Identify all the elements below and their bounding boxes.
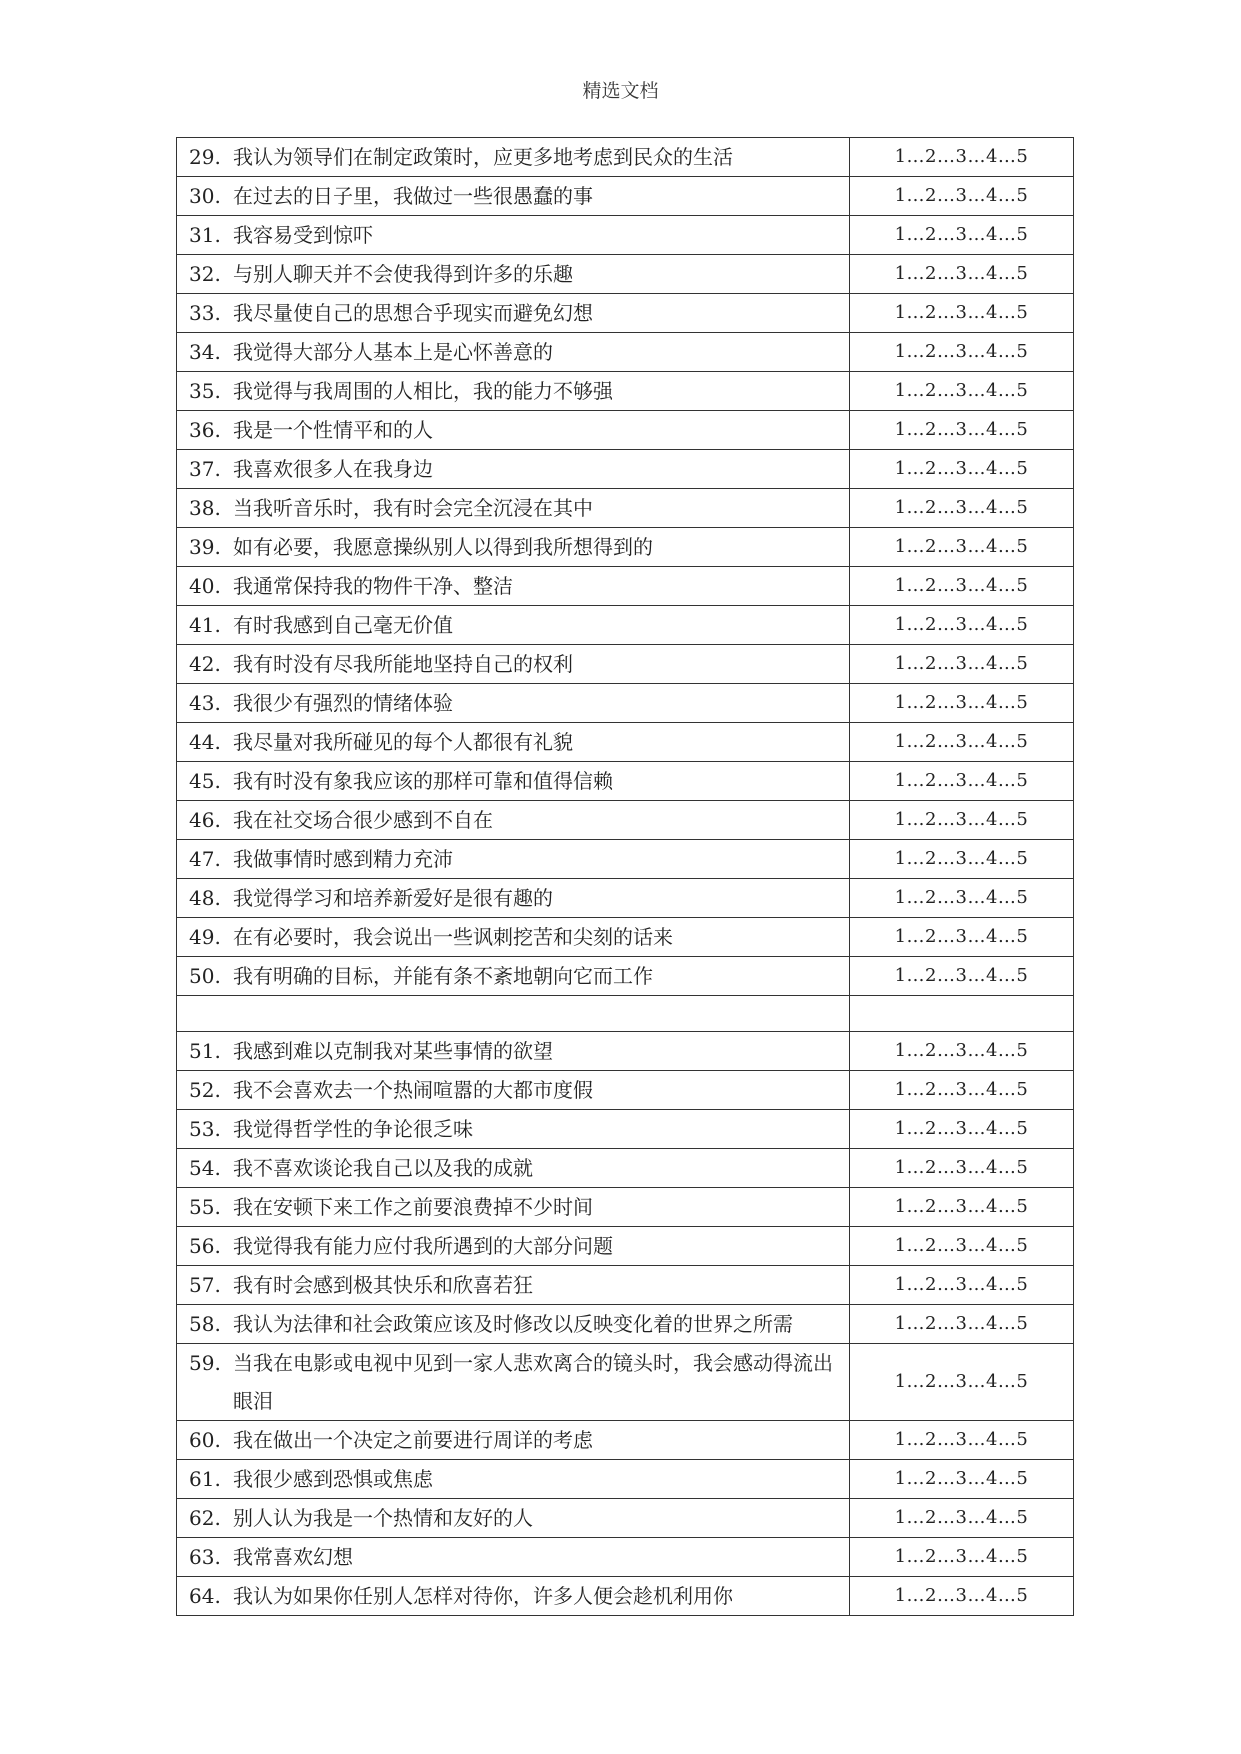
question-row xyxy=(177,294,1074,333)
question-cell xyxy=(177,411,850,450)
questionnaire-table xyxy=(176,137,1074,1616)
rating-scale-cell xyxy=(850,138,1074,177)
rating-scale-cell xyxy=(850,1149,1074,1188)
question-text: 我有时会感到极其快乐和欣喜若狂 xyxy=(233,1273,533,1297)
question-row xyxy=(177,411,1074,450)
question-text: 有时我感到自己毫无价值 xyxy=(233,613,453,637)
question-cell xyxy=(177,489,850,528)
rating-scale-cell xyxy=(850,333,1074,372)
question-number: 42. xyxy=(189,652,221,676)
rating-scale-cell xyxy=(850,1227,1074,1266)
question-content xyxy=(177,840,849,878)
question-cell xyxy=(177,138,850,177)
question-text: 我常喜欢幻想 xyxy=(233,1545,353,1569)
question-text: 我容易受到惊吓 xyxy=(233,223,373,247)
question-content xyxy=(177,801,849,839)
question-content xyxy=(177,216,849,254)
question-number: 62. xyxy=(189,1506,221,1530)
question-row xyxy=(177,177,1074,216)
question-content xyxy=(177,1538,849,1576)
rating-scale[interactable]: 1…2…3…4…5 xyxy=(894,1371,1029,1392)
question-text: 我不会喜欢去一个热闹喧嚣的大都市度假 xyxy=(233,1078,593,1102)
question-text: 我认为法律和社会政策应该及时修改以反映变化着的世界之所需 xyxy=(233,1312,793,1336)
question-cell xyxy=(177,528,850,567)
question-row xyxy=(177,1188,1074,1227)
question-row xyxy=(177,333,1074,372)
question-number: 33. xyxy=(189,301,221,325)
question-number: 55. xyxy=(189,1195,221,1219)
question-content xyxy=(177,333,849,371)
rating-scale-cell xyxy=(850,216,1074,255)
question-cell xyxy=(177,606,850,645)
rating-scale-cell xyxy=(850,1071,1074,1110)
question-text: 我觉得大部分人基本上是心怀善意的 xyxy=(233,340,553,364)
question-text: 我做事情时感到精力充沛 xyxy=(233,847,453,871)
rating-scale[interactable]: 1…2…3…4…5 xyxy=(894,848,1029,869)
question-text: 别人认为我是一个热情和友好的人 xyxy=(233,1506,533,1530)
question-text: 我觉得与我周围的人相比，我的能力不够强 xyxy=(233,379,613,403)
question-text: 在过去的日子里，我做过一些很愚蠢的事 xyxy=(233,184,593,208)
question-row xyxy=(177,372,1074,411)
rating-scale-cell xyxy=(850,762,1074,801)
question-number: 58. xyxy=(189,1312,221,1336)
question-cell xyxy=(177,723,850,762)
question-cell xyxy=(177,255,850,294)
rating-scale-cell xyxy=(850,1460,1074,1499)
question-row xyxy=(177,1266,1074,1305)
rating-scale[interactable]: 1…2…3…4…5 xyxy=(894,1585,1029,1606)
question-number: 40. xyxy=(189,574,221,598)
rating-scale[interactable]: 1…2…3…4…5 xyxy=(894,731,1029,752)
question-cell xyxy=(177,1421,850,1460)
question-text: 我尽量使自己的思想合乎现实而避免幻想 xyxy=(233,301,593,325)
question-content xyxy=(177,411,849,449)
rating-scale[interactable]: 1…2…3…4…5 xyxy=(894,1507,1029,1528)
question-number: 39. xyxy=(189,535,221,559)
question-content xyxy=(177,762,849,800)
rating-scale-cell xyxy=(850,528,1074,567)
question-number: 38. xyxy=(189,496,221,520)
question-text: 我有时没有尽我所能地坚持自己的权利 xyxy=(233,652,573,676)
question-number: 53. xyxy=(189,1117,221,1141)
question-content xyxy=(177,879,849,917)
question-text: 我觉得哲学性的争论很乏味 xyxy=(233,1117,473,1141)
rating-scale[interactable]: 1…2…3…4…5 xyxy=(894,497,1029,518)
rating-scale[interactable]: 1…2…3…4…5 xyxy=(894,1274,1029,1295)
question-content xyxy=(177,138,849,176)
question-cell xyxy=(177,1227,850,1266)
question-row xyxy=(177,918,1074,957)
question-row xyxy=(177,1538,1074,1577)
rating-scale[interactable]: 1…2…3…4…5 xyxy=(894,1157,1029,1178)
rating-scale[interactable]: 1…2…3…4…5 xyxy=(894,1313,1029,1334)
question-row xyxy=(177,1149,1074,1188)
rating-scale-cell xyxy=(850,684,1074,723)
question-row xyxy=(177,216,1074,255)
question-number: 43. xyxy=(189,691,221,715)
question-cell xyxy=(177,294,850,333)
question-text: 我是一个性情平和的人 xyxy=(233,418,433,442)
rating-scale[interactable]: 1…2…3…4…5 xyxy=(894,614,1029,635)
question-text: 我很少感到恐惧或焦虑 xyxy=(233,1467,433,1491)
question-content xyxy=(177,294,849,332)
question-content xyxy=(177,528,849,566)
rating-scale-cell xyxy=(850,1538,1074,1577)
question-row xyxy=(177,957,1074,996)
rating-scale-cell xyxy=(850,918,1074,957)
question-row xyxy=(177,1344,1074,1421)
question-text: 我觉得学习和培养新爱好是很有趣的 xyxy=(233,886,553,910)
question-number: 46. xyxy=(189,808,221,832)
question-content xyxy=(177,1577,849,1615)
question-content xyxy=(177,684,849,722)
rating-scale[interactable]: 1…2…3…4…5 xyxy=(894,263,1029,284)
question-row xyxy=(177,528,1074,567)
question-row xyxy=(177,1577,1074,1616)
question-cell xyxy=(177,1188,850,1227)
question-number: 41. xyxy=(189,613,221,637)
question-number: 61. xyxy=(189,1467,221,1491)
question-row xyxy=(177,762,1074,801)
rating-scale-cell xyxy=(850,1499,1074,1538)
question-row xyxy=(177,1305,1074,1344)
rating-scale[interactable]: 1…2…3…4…5 xyxy=(894,809,1029,830)
question-cell xyxy=(177,645,850,684)
rating-scale[interactable]: 1…2…3…4…5 xyxy=(894,1118,1029,1139)
questionnaire-rows xyxy=(177,138,1074,1616)
question-row xyxy=(177,1032,1074,1071)
rating-scale-cell xyxy=(850,1577,1074,1616)
question-number: 30. xyxy=(189,184,221,208)
question-text: 我很少有强烈的情绪体验 xyxy=(233,691,453,715)
question-number: 60. xyxy=(189,1428,221,1452)
question-text: 我通常保持我的物件干净、整洁 xyxy=(233,574,513,598)
question-text: 我不喜欢谈论我自己以及我的成就 xyxy=(233,1156,533,1180)
question-number: 31. xyxy=(189,223,221,247)
question-cell xyxy=(177,684,850,723)
question-text: 我在安顿下来工作之前要浪费掉不少时间 xyxy=(233,1195,593,1219)
question-number: 54. xyxy=(189,1156,221,1180)
question-cell xyxy=(177,333,850,372)
question-row xyxy=(177,1421,1074,1460)
question-text: 我认为如果你任别人怎样对待你，许多人便会趁机利用你 xyxy=(233,1584,733,1608)
question-cell xyxy=(177,450,850,489)
question-content xyxy=(177,1460,849,1498)
question-content xyxy=(177,1421,849,1459)
question-content xyxy=(177,1305,849,1343)
question-cell xyxy=(177,567,850,606)
rating-scale[interactable]: 1…2…3…4…5 xyxy=(894,692,1029,713)
rating-scale[interactable]: 1…2…3…4…5 xyxy=(894,1235,1029,1256)
question-cell xyxy=(177,996,850,1032)
question-content xyxy=(177,177,849,215)
question-text: 我喜欢很多人在我身边 xyxy=(233,457,433,481)
rating-scale-cell xyxy=(850,489,1074,528)
rating-scale[interactable]: 1…2…3…4…5 xyxy=(894,380,1029,401)
question-number: 34. xyxy=(189,340,221,364)
question-row xyxy=(177,1110,1074,1149)
question-cell xyxy=(177,1538,850,1577)
question-content xyxy=(177,606,849,644)
rating-scale-cell xyxy=(850,1421,1074,1460)
rating-scale-cell xyxy=(850,567,1074,606)
question-content xyxy=(177,489,849,527)
question-number: 57. xyxy=(189,1273,221,1297)
question-text: 在有必要时，我会说出一些讽刺挖苦和尖刻的话来 xyxy=(233,925,673,949)
question-cell xyxy=(177,372,850,411)
rating-scale[interactable]: 1…2…3…4…5 xyxy=(894,302,1029,323)
question-text: 我认为领导们在制定政策时，应更多地考虑到民众的生活 xyxy=(233,145,733,169)
question-cell xyxy=(177,840,850,879)
question-cell xyxy=(177,1305,850,1344)
question-content xyxy=(177,1266,849,1304)
question-content xyxy=(177,450,849,488)
rating-scale[interactable]: 1…2…3…4…5 xyxy=(894,575,1029,596)
rating-scale[interactable]: 1…2…3…4…5 xyxy=(894,341,1029,362)
question-cell xyxy=(177,1110,850,1149)
rating-scale[interactable]: 1…2…3…4…5 xyxy=(894,458,1029,479)
question-text: 与别人聊天并不会使我得到许多的乐趣 xyxy=(233,262,573,286)
rating-scale-cell xyxy=(850,645,1074,684)
question-text: 当我在电影或电视中见到一家人悲欢离合的镜头时，我会感动得流出眼泪 xyxy=(233,1351,833,1413)
question-row xyxy=(177,567,1074,606)
rating-scale-cell xyxy=(850,1305,1074,1344)
question-content xyxy=(177,372,849,410)
question-row xyxy=(177,1499,1074,1538)
rating-scale[interactable]: 1…2…3…4…5 xyxy=(894,185,1029,206)
question-number: 44. xyxy=(189,730,221,754)
question-content xyxy=(177,918,849,956)
rating-scale-cell xyxy=(850,723,1074,762)
question-cell xyxy=(177,1071,850,1110)
question-number: 47. xyxy=(189,847,221,871)
question-number: 59. xyxy=(189,1351,221,1375)
question-content xyxy=(177,1227,849,1265)
rating-scale[interactable]: 1…2…3…4…5 xyxy=(894,887,1029,908)
rating-scale-cell xyxy=(850,372,1074,411)
rating-scale-cell xyxy=(850,840,1074,879)
rating-scale-cell xyxy=(850,177,1074,216)
question-text: 我有时没有象我应该的那样可靠和值得信赖 xyxy=(233,769,613,793)
question-cell xyxy=(177,879,850,918)
question-text: 我觉得我有能力应付我所遇到的大部分问题 xyxy=(233,1234,613,1258)
rating-scale-cell xyxy=(850,1266,1074,1305)
page-header: 精选文档 xyxy=(582,80,659,102)
question-content xyxy=(177,1188,849,1226)
question-text: 我感到难以克制我对某些事情的欲望 xyxy=(233,1039,553,1063)
rating-scale[interactable]: 1…2…3…4…5 xyxy=(894,653,1029,674)
question-content xyxy=(177,1071,849,1109)
rating-scale[interactable]: 1…2…3…4…5 xyxy=(894,926,1029,947)
question-number: 56. xyxy=(189,1234,221,1258)
rating-scale[interactable]: 1…2…3…4…5 xyxy=(894,224,1029,245)
question-text: 当我听音乐时，我有时会完全沉浸在其中 xyxy=(233,496,593,520)
question-number: 52. xyxy=(189,1078,221,1102)
rating-scale-cell xyxy=(850,801,1074,840)
question-number: 36. xyxy=(189,418,221,442)
question-row xyxy=(177,645,1074,684)
question-number: 29. xyxy=(189,145,221,169)
question-content xyxy=(177,567,849,605)
question-cell xyxy=(177,762,850,801)
question-content xyxy=(177,1499,849,1537)
question-row xyxy=(177,879,1074,918)
rating-scale[interactable]: 1…2…3…4…5 xyxy=(894,1196,1029,1217)
question-cell xyxy=(177,1499,850,1538)
rating-scale-cell xyxy=(850,1032,1074,1071)
question-cell xyxy=(177,1032,850,1071)
rating-scale[interactable]: 1…2…3…4…5 xyxy=(894,146,1029,167)
question-text: 我在社交场合很少感到不自在 xyxy=(233,808,493,832)
rating-scale-cell xyxy=(850,294,1074,333)
rating-scale-cell xyxy=(850,1344,1074,1421)
question-number: 49. xyxy=(189,925,221,949)
question-number: 32. xyxy=(189,262,221,286)
question-row xyxy=(177,723,1074,762)
question-row xyxy=(177,1227,1074,1266)
rating-scale-cell xyxy=(850,996,1074,1032)
rating-scale-cell xyxy=(850,879,1074,918)
rating-scale-cell xyxy=(850,255,1074,294)
question-content xyxy=(177,957,849,995)
question-number: 48. xyxy=(189,886,221,910)
question-row xyxy=(177,1460,1074,1499)
rating-scale[interactable]: 1…2…3…4…5 xyxy=(894,1468,1029,1489)
question-row xyxy=(177,489,1074,528)
question-number: 35. xyxy=(189,379,221,403)
question-row xyxy=(177,684,1074,723)
rating-scale[interactable]: 1…2…3…4…5 xyxy=(894,770,1029,791)
rating-scale[interactable]: 1…2…3…4…5 xyxy=(894,1040,1029,1061)
question-row xyxy=(177,255,1074,294)
rating-scale-cell xyxy=(850,957,1074,996)
question-cell xyxy=(177,1149,850,1188)
question-row xyxy=(177,1071,1074,1110)
question-row xyxy=(177,801,1074,840)
question-content xyxy=(177,645,849,683)
question-content xyxy=(177,255,849,293)
question-text: 如有必要，我愿意操纵别人以得到我所想得到的 xyxy=(233,535,653,559)
question-row xyxy=(177,138,1074,177)
question-text: 我在做出一个决定之前要进行周详的考虑 xyxy=(233,1428,593,1452)
question-row xyxy=(177,606,1074,645)
question-cell xyxy=(177,177,850,216)
question-content xyxy=(177,723,849,761)
question-content xyxy=(177,1344,849,1420)
question-content xyxy=(177,1032,849,1070)
question-cell xyxy=(177,1266,850,1305)
question-number: 50. xyxy=(189,964,221,988)
rating-scale[interactable]: 1…2…3…4…5 xyxy=(894,1546,1029,1567)
question-cell xyxy=(177,918,850,957)
rating-scale[interactable]: 1…2…3…4…5 xyxy=(894,1079,1029,1100)
question-cell xyxy=(177,1577,850,1616)
question-cell xyxy=(177,1460,850,1499)
rating-scale[interactable]: 1…2…3…4…5 xyxy=(894,536,1029,557)
question-number: 64. xyxy=(189,1584,221,1608)
rating-scale-cell xyxy=(850,606,1074,645)
question-row xyxy=(177,450,1074,489)
question-row xyxy=(177,840,1074,879)
question-text: 我尽量对我所碰见的每个人都很有礼貌 xyxy=(233,730,573,754)
question-number: 51. xyxy=(189,1039,221,1063)
question-number: 37. xyxy=(189,457,221,481)
question-cell xyxy=(177,957,850,996)
blank-row xyxy=(177,996,1074,1032)
rating-scale-cell xyxy=(850,450,1074,489)
rating-scale-cell xyxy=(850,1188,1074,1227)
question-text: 我有明确的目标，并能有条不紊地朝向它而工作 xyxy=(233,964,653,988)
question-number: 63. xyxy=(189,1545,221,1569)
question-cell xyxy=(177,801,850,840)
rating-scale[interactable]: 1…2…3…4…5 xyxy=(894,1429,1029,1450)
rating-scale-cell xyxy=(850,1110,1074,1149)
question-cell xyxy=(177,1344,850,1421)
question-content xyxy=(177,1149,849,1187)
question-cell xyxy=(177,216,850,255)
rating-scale-cell xyxy=(850,411,1074,450)
question-content xyxy=(177,1110,849,1148)
rating-scale[interactable]: 1…2…3…4…5 xyxy=(894,419,1029,440)
question-number: 45. xyxy=(189,769,221,793)
rating-scale[interactable]: 1…2…3…4…5 xyxy=(894,965,1029,986)
